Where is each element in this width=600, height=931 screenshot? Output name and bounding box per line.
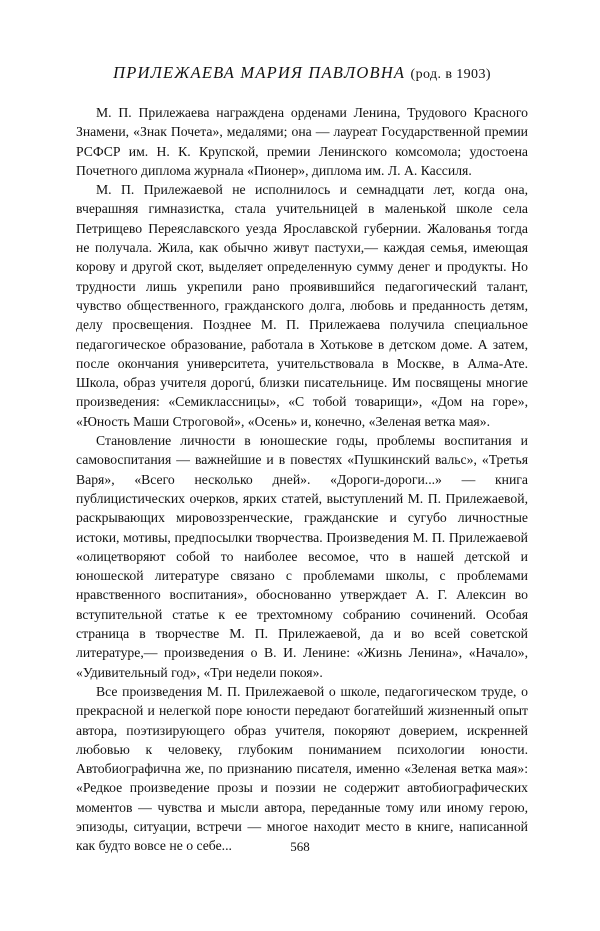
paragraph-biography: М. П. Прилежаевой не исполнилось и семнадцати лет, когда она, вчерашняя гимназистка, стала учительницей в маленькой школе села Петрищево Переяславского уезда Ярославской губернии. Жалованья тогда не получала. Жила, как обычно живут пастухи,— каждая семья, имеющая корову и другой скот, выделяет определенную сумму денег и продукты. Но трудности лишь укрепили рано проявившийся педагогический талант, чувство общественного, гражданского долга, любовь и преданность детям, делу просвещения. Позднее М. П. Прилежаева получила специальное педагогическое образование, работала в Хотькове в детском доме. А затем, после окончания университета, учительствовала в Москве, в Алма-Ате. Школа, образ учителя дорогú, близки писательнице. Им посвящены многие произведения: «Семиклассницы», «С тобой товарищи», «Дом на горе», «Юность Маши Строговой», «Осень» и, конечно, «Зеленая ветка мая». (76, 182, 528, 429)
article-title (76, 62, 528, 86)
author-years: (род. в 1903) (410, 67, 491, 82)
page (76, 62, 528, 856)
author-name: ПРИЛЕЖАЕВА МАРИЯ ПАВЛОВНА (113, 63, 406, 82)
paragraph-themes: Становление личности в юношеские годы, проблемы воспитания и самовоспитания — важнейшие и в повестях «Пушкинский вальс», «Третья Варя», «Всего несколько дней». «Дороги-дороги...» — книга публицистических очерков, ярких статей, выступлений М. П. Прилежаевой, раскрывающих мировоззренческие, гражданские и сугубо личностные истоки, мотивы, предпосылки творчества. Произведения М. П. Прилежаевой «олицетворяют собой то наиболее весомое, что в нашей детской и юношеской литературе связано с проблемами школы, с проблемами нравственного воспитания», обоснованно утверждает А. Г. Алексин во вступительной статье к ее трехтомному собранию сочинений. Особая страница в творчестве М. П. Прилежаевой, да и во всей советской литературе,— произведения о В. И. Ленине: «Жизнь Ленина», «Начало», «Удивительный год», «Три недели покоя». (76, 433, 528, 680)
paragraph-awards: М. П. Прилежаева награждена орденами Ленина, Трудового Красного Знамени, «Знак Почета», медалями; она — лауреат Государственной премии РСФСР им. Н. К. Крупской, премии Ленинского комсомола; удостоена Почетного диплома журнала «Пионер», диплома им. Л. А. Кассиля. (76, 105, 528, 178)
paragraph-autobiography: Все произведения М. П. Прилежаевой о школе, педагогическом труде, о прекрасной и нелегкой поре юности передают богатейший жизненный опыт автора, поэтизирующего образ учителя, покоряют доверием, искренней любовью к человеку, глубоким пониманием психологии юности. Автобиографична же, по признанию писателя, именно «Зеленая ветка мая»: «Редкое произведение прозы и поэзии не содержит автобиографических моментов — чувства и мысли автора, переданные тому или иному герою, эпизоды, ситуации, встречи — многое находит место в книге, написанной как будто вовсе не о себе... (76, 683, 528, 854)
page-number: 568 (290, 839, 310, 854)
article-body (76, 103, 528, 856)
